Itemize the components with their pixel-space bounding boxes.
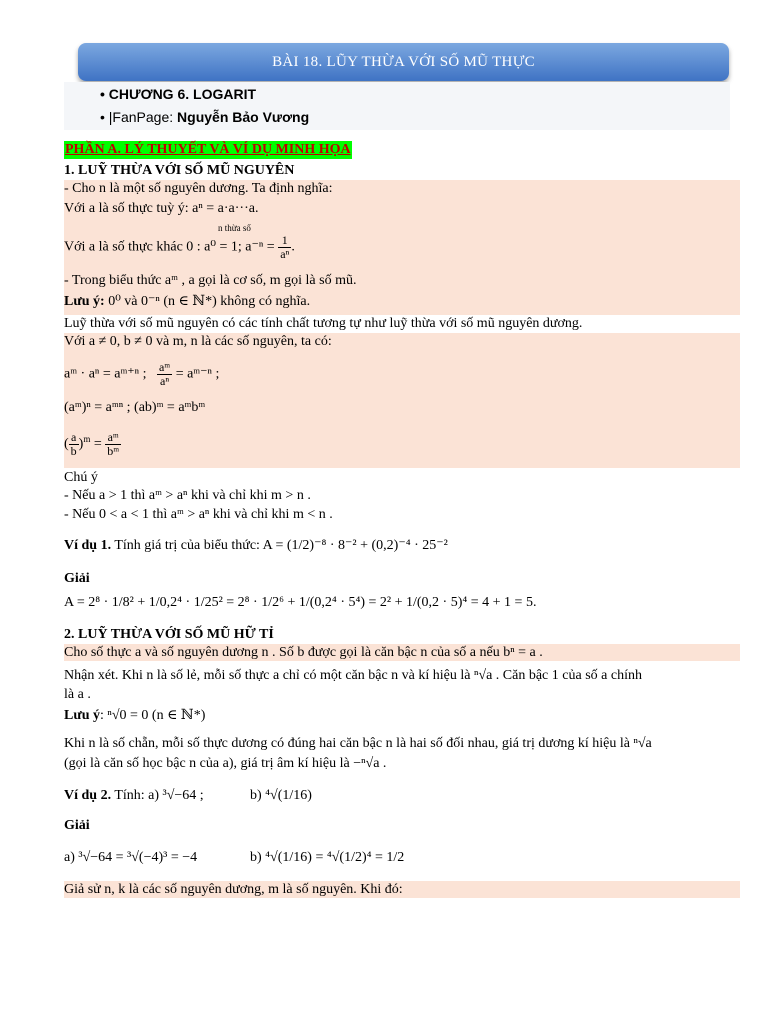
example-line xyxy=(64,537,448,555)
example-text: Tính giá trị của biểu thức: A = (1/2)⁻⁸ · 8⁻² + (0,2)⁻⁴ · 25⁻² xyxy=(111,538,448,553)
text-line: Với a là số thực tuỳ ý: aⁿ = a·a···a. xyxy=(64,201,259,216)
formula-line: A = 2⁸ · 1/8² + 1/0,2⁴ · 1/25² = 2⁸ · 1/2⁶ + 1/(0,2⁴ · 5⁴) = 2² + 1/(0,2 · 5)⁴ = 4 + 1 = 5. xyxy=(64,595,537,610)
exponent: m xyxy=(83,434,91,444)
example-label: Ví dụ 1. xyxy=(64,538,112,553)
example-label: Ví dụ 2. xyxy=(64,788,112,803)
formula-line: Với a là số thực khác 0 : a⁰ = 1; a⁻ⁿ = $\frac{1}{\text{aⁿ}}$ . xyxy=(64,233,295,261)
text-line: là a . xyxy=(64,687,91,702)
example-text: b) ⁴√(1/16) xyxy=(250,788,312,803)
formula-text: = aᵐ⁻ⁿ ; xyxy=(172,366,220,382)
text-line: Luỹ thừa với số mũ nguyên có các tính chất tương tự như luỹ thừa với số mũ nguyên dương. xyxy=(64,316,583,331)
solution-label: Giải xyxy=(64,818,90,833)
underbrace-label: n thừa số xyxy=(218,223,251,233)
note-line xyxy=(64,293,310,311)
note-label: Lưu ý: xyxy=(64,294,105,309)
formula-line: a) ³√−64 = ³√(−4)³ = −4 xyxy=(64,850,198,865)
text-line: Cho số thực a và số nguyên dương n . Số b được gọi là căn bậc n của số a nếu bⁿ = a . xyxy=(64,645,543,660)
fraction-denominator: aⁿ xyxy=(160,374,170,388)
fanpage-name: Nguyễn Bảo Vương xyxy=(177,109,310,125)
text-line: Khi n là số chẵn, mỗi số thực dương có đúng hai căn bậc n là hai số đối nhau, giá trị dương kí hiệu là ⁿ√a xyxy=(64,736,652,751)
text-line: Chú ý xyxy=(64,470,98,485)
example-text: Tính: a) ³√−64 ; xyxy=(111,788,204,803)
fanpage-line xyxy=(100,109,309,125)
fraction-numerator: aᵐ xyxy=(105,431,121,445)
fraction-numerator: aᵐ xyxy=(158,360,171,374)
fraction-denominator: b xyxy=(70,443,77,458)
section-2-title: 2. LUỸ THỪA VỚI SỐ MŨ HỮ TỈ xyxy=(64,627,274,642)
note-text: 0⁰ và 0⁻ⁿ (n ∈ ℕ*) không có nghĩa. xyxy=(104,294,311,309)
solution-label: Giải xyxy=(64,571,90,586)
fraction-denominator: aⁿ xyxy=(280,247,290,261)
formula-line: b) ⁴√(1/16) = ⁴√(1/2)⁴ = 1/2 xyxy=(250,850,405,865)
text-line: Với a ≠ 0, b ≠ 0 và m, n là các số nguyên, ta có: xyxy=(64,334,332,349)
note-line xyxy=(64,707,205,725)
example-line xyxy=(64,787,204,805)
formula-line: ( $\frac{a}{b}$ )$^m$ = $\frac{\text{aᵐ}}{\text{bᵐ}}$ xyxy=(64,429,120,458)
formula-text: aᵐ · aⁿ = aᵐ⁺ⁿ ; xyxy=(64,366,147,382)
fraction xyxy=(105,431,121,458)
fraction-denominator: bᵐ xyxy=(107,443,120,458)
formula-text: Với a là số thực khác 0 : a⁰ = 1; a⁻ⁿ = xyxy=(64,239,279,255)
fraction-numerator: a xyxy=(69,431,79,445)
text-line: - Cho n là một số nguyên dương. Ta định nghĩa: xyxy=(64,181,333,196)
formula-line: (aᵐ)ⁿ = aᵐⁿ ; (ab)ᵐ = aᵐbᵐ xyxy=(64,400,206,415)
section-1-title: 1. LUỸ THỪA VỚI SỐ MŨ NGUYÊN xyxy=(64,163,295,178)
note-text: : ⁿ√0 = 0 (n ∈ ℕ*) xyxy=(100,708,206,723)
chapter-line: • CHƯƠNG 6. LOGARIT xyxy=(100,86,257,102)
fraction-numerator: 1 xyxy=(278,234,291,248)
fraction xyxy=(69,431,79,458)
title-banner xyxy=(78,43,729,81)
text-line: Giả sử n, k là các số nguyên dương, m là số nguyên. Khi đó: xyxy=(64,882,403,897)
fanpage-prefix: • |FanPage: xyxy=(100,109,178,125)
fraction xyxy=(278,234,291,261)
text-line: - Nếu a > 1 thì aᵐ > aⁿ khi và chỉ khi m > n . xyxy=(64,488,311,503)
text-line: (gọi là căn số học bậc n của a), giá trị âm kí hiệu là −ⁿ√a . xyxy=(64,756,387,771)
text-line: - Trong biểu thức aᵐ , a gọi là cơ số, m gọi là số mũ. xyxy=(64,273,357,288)
part-a-heading: PHẦN A. LÝ THUYẾT VÀ VÍ DỤ MINH HỌA xyxy=(65,142,351,157)
note-label: Lưu ý xyxy=(64,708,101,723)
fraction xyxy=(157,361,172,388)
text-line: - Nếu 0 < a < 1 thì aᵐ > aⁿ khi và chỉ khi m < n . xyxy=(64,507,333,522)
formula-line xyxy=(64,361,219,388)
text-line: Nhận xét. Khi n là số lẻ, mỗi số thực a chỉ có một căn bậc n và kí hiệu là ⁿ√a . Căn bậc 1 của số a chính xyxy=(64,668,642,683)
page-title: BÀI 18. LŨY THỪA VỚI SỐ MŨ THỰC xyxy=(272,54,535,70)
